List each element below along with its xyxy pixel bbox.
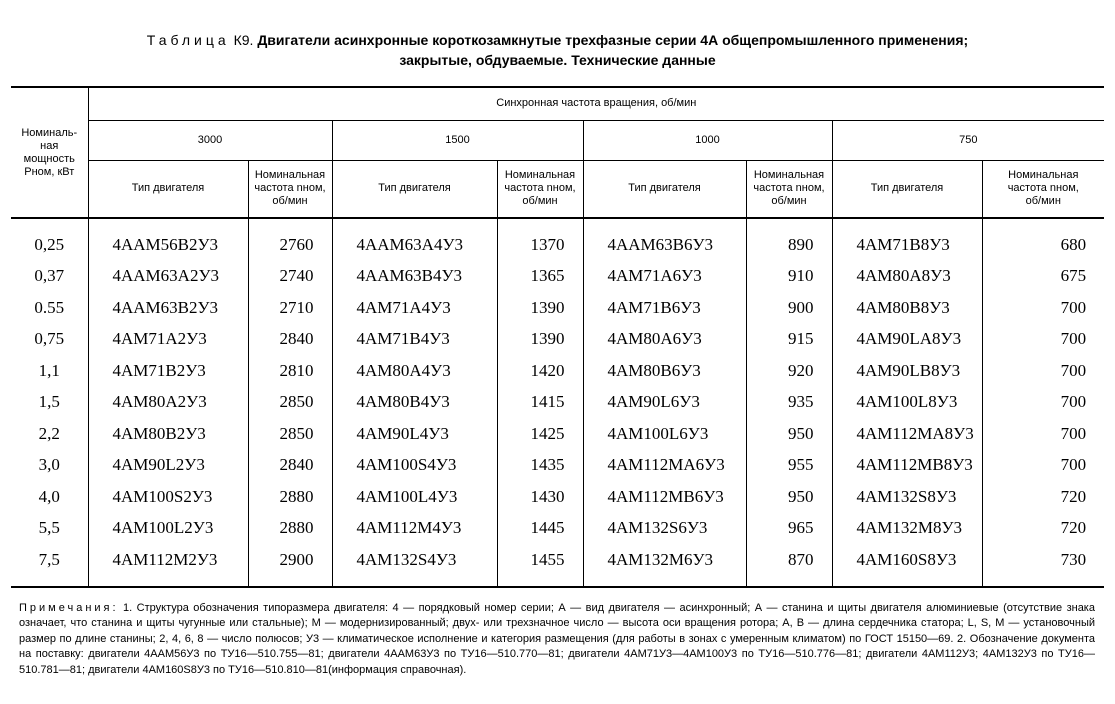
header-nominal-1000: Номинальная частота nном, об/мин xyxy=(746,160,832,218)
speed-1000-cell: 920 xyxy=(746,355,832,387)
table-row xyxy=(11,355,1104,387)
power-cell: 0,37 xyxy=(34,266,65,286)
table-spacer-top xyxy=(11,218,1104,229)
speed-1000-cell: 915 xyxy=(746,324,832,356)
speed-750-cell: 675 xyxy=(982,261,1104,293)
power-cell: 0,75 xyxy=(34,329,65,349)
header-speed-750: 750 xyxy=(832,120,1104,160)
type-750-cell: 4АМ160S8У3 xyxy=(832,544,982,576)
speed-1000-cell: 910 xyxy=(746,261,832,293)
title-text-2: закрытые, обдуваемые. Технические данные xyxy=(399,52,716,68)
type-1000-cell: 4АМ80В6У3 xyxy=(583,355,746,387)
speed-750-cell: 700 xyxy=(982,292,1104,324)
table-row xyxy=(11,544,1104,576)
type-1000-cell: 4АМ71В6У3 xyxy=(583,292,746,324)
header-speed-1000: 1000 xyxy=(583,120,832,160)
type-750-cell: 4АМ80А8У3 xyxy=(832,261,982,293)
speed-1500-cell: 1455 xyxy=(497,544,583,576)
type-3000-cell: 4АМ80А2У3 xyxy=(88,387,248,419)
type-1000-cell: 4АМ90L6У3 xyxy=(583,387,746,419)
type-3000-cell: 4АМ80В2У3 xyxy=(88,418,248,450)
type-750-cell: 4АМ112МА8У3 xyxy=(832,418,982,450)
header-type-750: Тип двигателя xyxy=(832,160,982,218)
type-3000-cell: 4АМ100L2У3 xyxy=(88,513,248,545)
type-1500-cell: 4АМ112М4У3 xyxy=(332,513,497,545)
speed-750-cell: 700 xyxy=(982,450,1104,482)
type-1500-cell: 4АМ100L4У3 xyxy=(332,481,497,513)
type-1000-cell: 4ААМ63В6У3 xyxy=(583,229,746,261)
header-type-1000: Тип двигателя xyxy=(583,160,746,218)
type-1000-cell: 4АМ132М6У3 xyxy=(583,544,746,576)
speed-1000-cell: 955 xyxy=(746,450,832,482)
type-3000-cell: 4ААМ63А2У3 xyxy=(88,261,248,293)
speed-3000-cell: 2880 xyxy=(248,513,332,545)
header-nominal-750: Номинальная частота nном, об/мин xyxy=(982,160,1104,218)
speed-3000-cell: 2840 xyxy=(248,324,332,356)
speed-1500-cell: 1435 xyxy=(497,450,583,482)
type-750-cell: 4АМ132S8У3 xyxy=(832,481,982,513)
header-sync-speed: Синхронная частота вращения, об/мин xyxy=(88,87,1104,120)
speed-1500-cell: 1445 xyxy=(497,513,583,545)
type-1500-cell: 4АМ80А4У3 xyxy=(332,355,497,387)
speed-1500-cell: 1390 xyxy=(497,292,583,324)
table-title xyxy=(0,30,1115,70)
table-spacer-bottom xyxy=(11,576,1104,587)
power-cell: 4,0 xyxy=(38,486,60,506)
type-1000-cell: 4АМ112МА6У3 xyxy=(583,450,746,482)
speed-1000-cell: 935 xyxy=(746,387,832,419)
speed-750-cell: 700 xyxy=(982,355,1104,387)
header-type-1500: Тип двигателя xyxy=(332,160,497,218)
type-3000-cell: 4АМ100S2У3 xyxy=(88,481,248,513)
type-1000-cell: 4АМ100L6У3 xyxy=(583,418,746,450)
speed-3000-cell: 2740 xyxy=(248,261,332,293)
power-cell: 0,25 xyxy=(34,234,65,254)
speed-3000-cell: 2900 xyxy=(248,544,332,576)
speed-3000-cell: 2840 xyxy=(248,450,332,482)
speed-1000-cell: 890 xyxy=(746,229,832,261)
type-1000-cell: 4АМ112МВ6У3 xyxy=(583,481,746,513)
title-label: Таблица xyxy=(146,32,230,48)
type-750-cell: 4АМ90LВ8У3 xyxy=(832,355,982,387)
type-1500-cell: 4АМ71В4У3 xyxy=(332,324,497,356)
speed-1500-cell: 1425 xyxy=(497,418,583,450)
type-750-cell: 4АМ71В8У3 xyxy=(832,229,982,261)
speed-1500-cell: 1430 xyxy=(497,481,583,513)
type-1500-cell: 4АМ132S4У3 xyxy=(332,544,497,576)
table-row xyxy=(11,450,1104,482)
speed-1000-cell: 900 xyxy=(746,292,832,324)
type-1500-cell: 4АМ80В4У3 xyxy=(332,387,497,419)
speed-3000-cell: 2810 xyxy=(248,355,332,387)
speed-750-cell: 720 xyxy=(982,481,1104,513)
speed-750-cell: 730 xyxy=(982,544,1104,576)
type-750-cell: 4АМ80В8У3 xyxy=(832,292,982,324)
header-nominal-1500: Номинальная частота nном, об/мин xyxy=(497,160,583,218)
speed-3000-cell: 2850 xyxy=(248,387,332,419)
type-750-cell: 4АМ100L8У3 xyxy=(832,387,982,419)
table-row xyxy=(11,481,1104,513)
power-cell: 2,2 xyxy=(38,423,60,443)
notes xyxy=(19,601,1095,678)
type-1500-cell: 4АМ71А4У3 xyxy=(332,292,497,324)
header-power: Номиналь-ная мощность Рном, кВт xyxy=(11,87,88,218)
speed-750-cell: 720 xyxy=(982,513,1104,545)
type-3000-cell: 4ААМ63В2У3 xyxy=(88,292,248,324)
speed-1500-cell: 1390 xyxy=(497,324,583,356)
header-speed-3000: 3000 xyxy=(88,120,332,160)
power-cell: 0.55 xyxy=(34,297,65,317)
type-1500-cell: 4АМ90L4У3 xyxy=(332,418,497,450)
table-row xyxy=(11,324,1104,356)
table-row xyxy=(11,387,1104,419)
table-row xyxy=(11,292,1104,324)
type-1000-cell: 4АМ132S6У3 xyxy=(583,513,746,545)
type-1000-cell: 4АМ71А6У3 xyxy=(583,261,746,293)
title-line-1 xyxy=(0,30,1115,50)
title-text-1: Двигатели асинхронные короткозамкнутые трехфазные серии 4А общепромышленного применения; xyxy=(257,32,969,48)
speed-1500-cell: 1365 xyxy=(497,261,583,293)
speed-1000-cell: 870 xyxy=(746,544,832,576)
title-line-2 xyxy=(0,50,1115,70)
type-3000-cell: 4АМ90L2У3 xyxy=(88,450,248,482)
table-row xyxy=(11,418,1104,450)
speed-3000-cell: 2710 xyxy=(248,292,332,324)
type-3000-cell: 4АМ71А2У3 xyxy=(88,324,248,356)
speed-1500-cell: 1415 xyxy=(497,387,583,419)
speed-1000-cell: 950 xyxy=(746,481,832,513)
notes-label: Примечания: xyxy=(19,602,119,614)
header-speed-1500: 1500 xyxy=(332,120,583,160)
speed-750-cell: 700 xyxy=(982,418,1104,450)
power-cell: 5,5 xyxy=(38,518,60,538)
title-number: К9. xyxy=(233,32,254,48)
speed-750-cell: 700 xyxy=(982,324,1104,356)
table-row xyxy=(11,513,1104,545)
type-1500-cell: 4АМ100S4У3 xyxy=(332,450,497,482)
type-3000-cell: 4АМ71В2У3 xyxy=(88,355,248,387)
power-cell: 1,1 xyxy=(38,360,60,380)
speed-1000-cell: 950 xyxy=(746,418,832,450)
motor-data-table xyxy=(11,86,1104,588)
power-cell: 7,5 xyxy=(38,549,60,569)
type-750-cell: 4АМ90LА8У3 xyxy=(832,324,982,356)
type-750-cell: 4АМ112МВ8У3 xyxy=(832,450,982,482)
speed-3000-cell: 2850 xyxy=(248,418,332,450)
header-nominal-3000: Номинальная частота nном, об/мин xyxy=(248,160,332,218)
speed-750-cell: 680 xyxy=(982,229,1104,261)
notes-text: 1. Структура обозначения типоразмера двигателя: 4 — порядковый номер серии; А — вид двигателя — асинхронный; А — станина и щиты двигателя алюминиевые (отсутствие знака означает, что станина и щиты чугунные или стальные); М — модернизированный; двух- или трехзначное число — высота оси вращения ротора; А, В — длина сердечника статора; L, S, М — установочный размер по длине станины; 2, 4, 6, 8 — число полюсов; У3 — климатическое исполнение и категория размещения (для работы в зонах с умеренным климатом) по ГОСТ 15150—69. 2. Обозначение документа на поставку: двигатели 4ААМ56У3 по ТУ16—510.755—81; двигатели 4ААМ63У3 по ТУ16—510.770—81; двигатели 4АМ71У3—4АМ100У3 по ТУ16—510.776—81; двигатели 4АМ112У3; 4АМ132У3 по ТУ16—510.781—81; двигатели 4АМ160S8У3 по ТУ16—510.810—81(информация справочная). xyxy=(19,602,1095,676)
speed-750-cell: 700 xyxy=(982,387,1104,419)
table-body xyxy=(11,218,1104,587)
type-750-cell: 4АМ132М8У3 xyxy=(832,513,982,545)
type-1000-cell: 4АМ80А6У3 xyxy=(583,324,746,356)
speed-3000-cell: 2760 xyxy=(248,229,332,261)
power-cell: 3,0 xyxy=(38,455,60,475)
speed-1500-cell: 1370 xyxy=(497,229,583,261)
table-row xyxy=(11,261,1104,293)
speed-1500-cell: 1420 xyxy=(497,355,583,387)
power-cell: 1,5 xyxy=(38,392,60,412)
header-type-3000: Тип двигателя xyxy=(88,160,248,218)
type-1500-cell: 4ААМ63А4У3 xyxy=(332,229,497,261)
speed-3000-cell: 2880 xyxy=(248,481,332,513)
table-row xyxy=(11,229,1104,261)
type-1500-cell: 4ААМ63В4У3 xyxy=(332,261,497,293)
type-3000-cell: 4ААМ56В2У3 xyxy=(88,229,248,261)
type-3000-cell: 4АМ112М2У3 xyxy=(88,544,248,576)
speed-1000-cell: 965 xyxy=(746,513,832,545)
